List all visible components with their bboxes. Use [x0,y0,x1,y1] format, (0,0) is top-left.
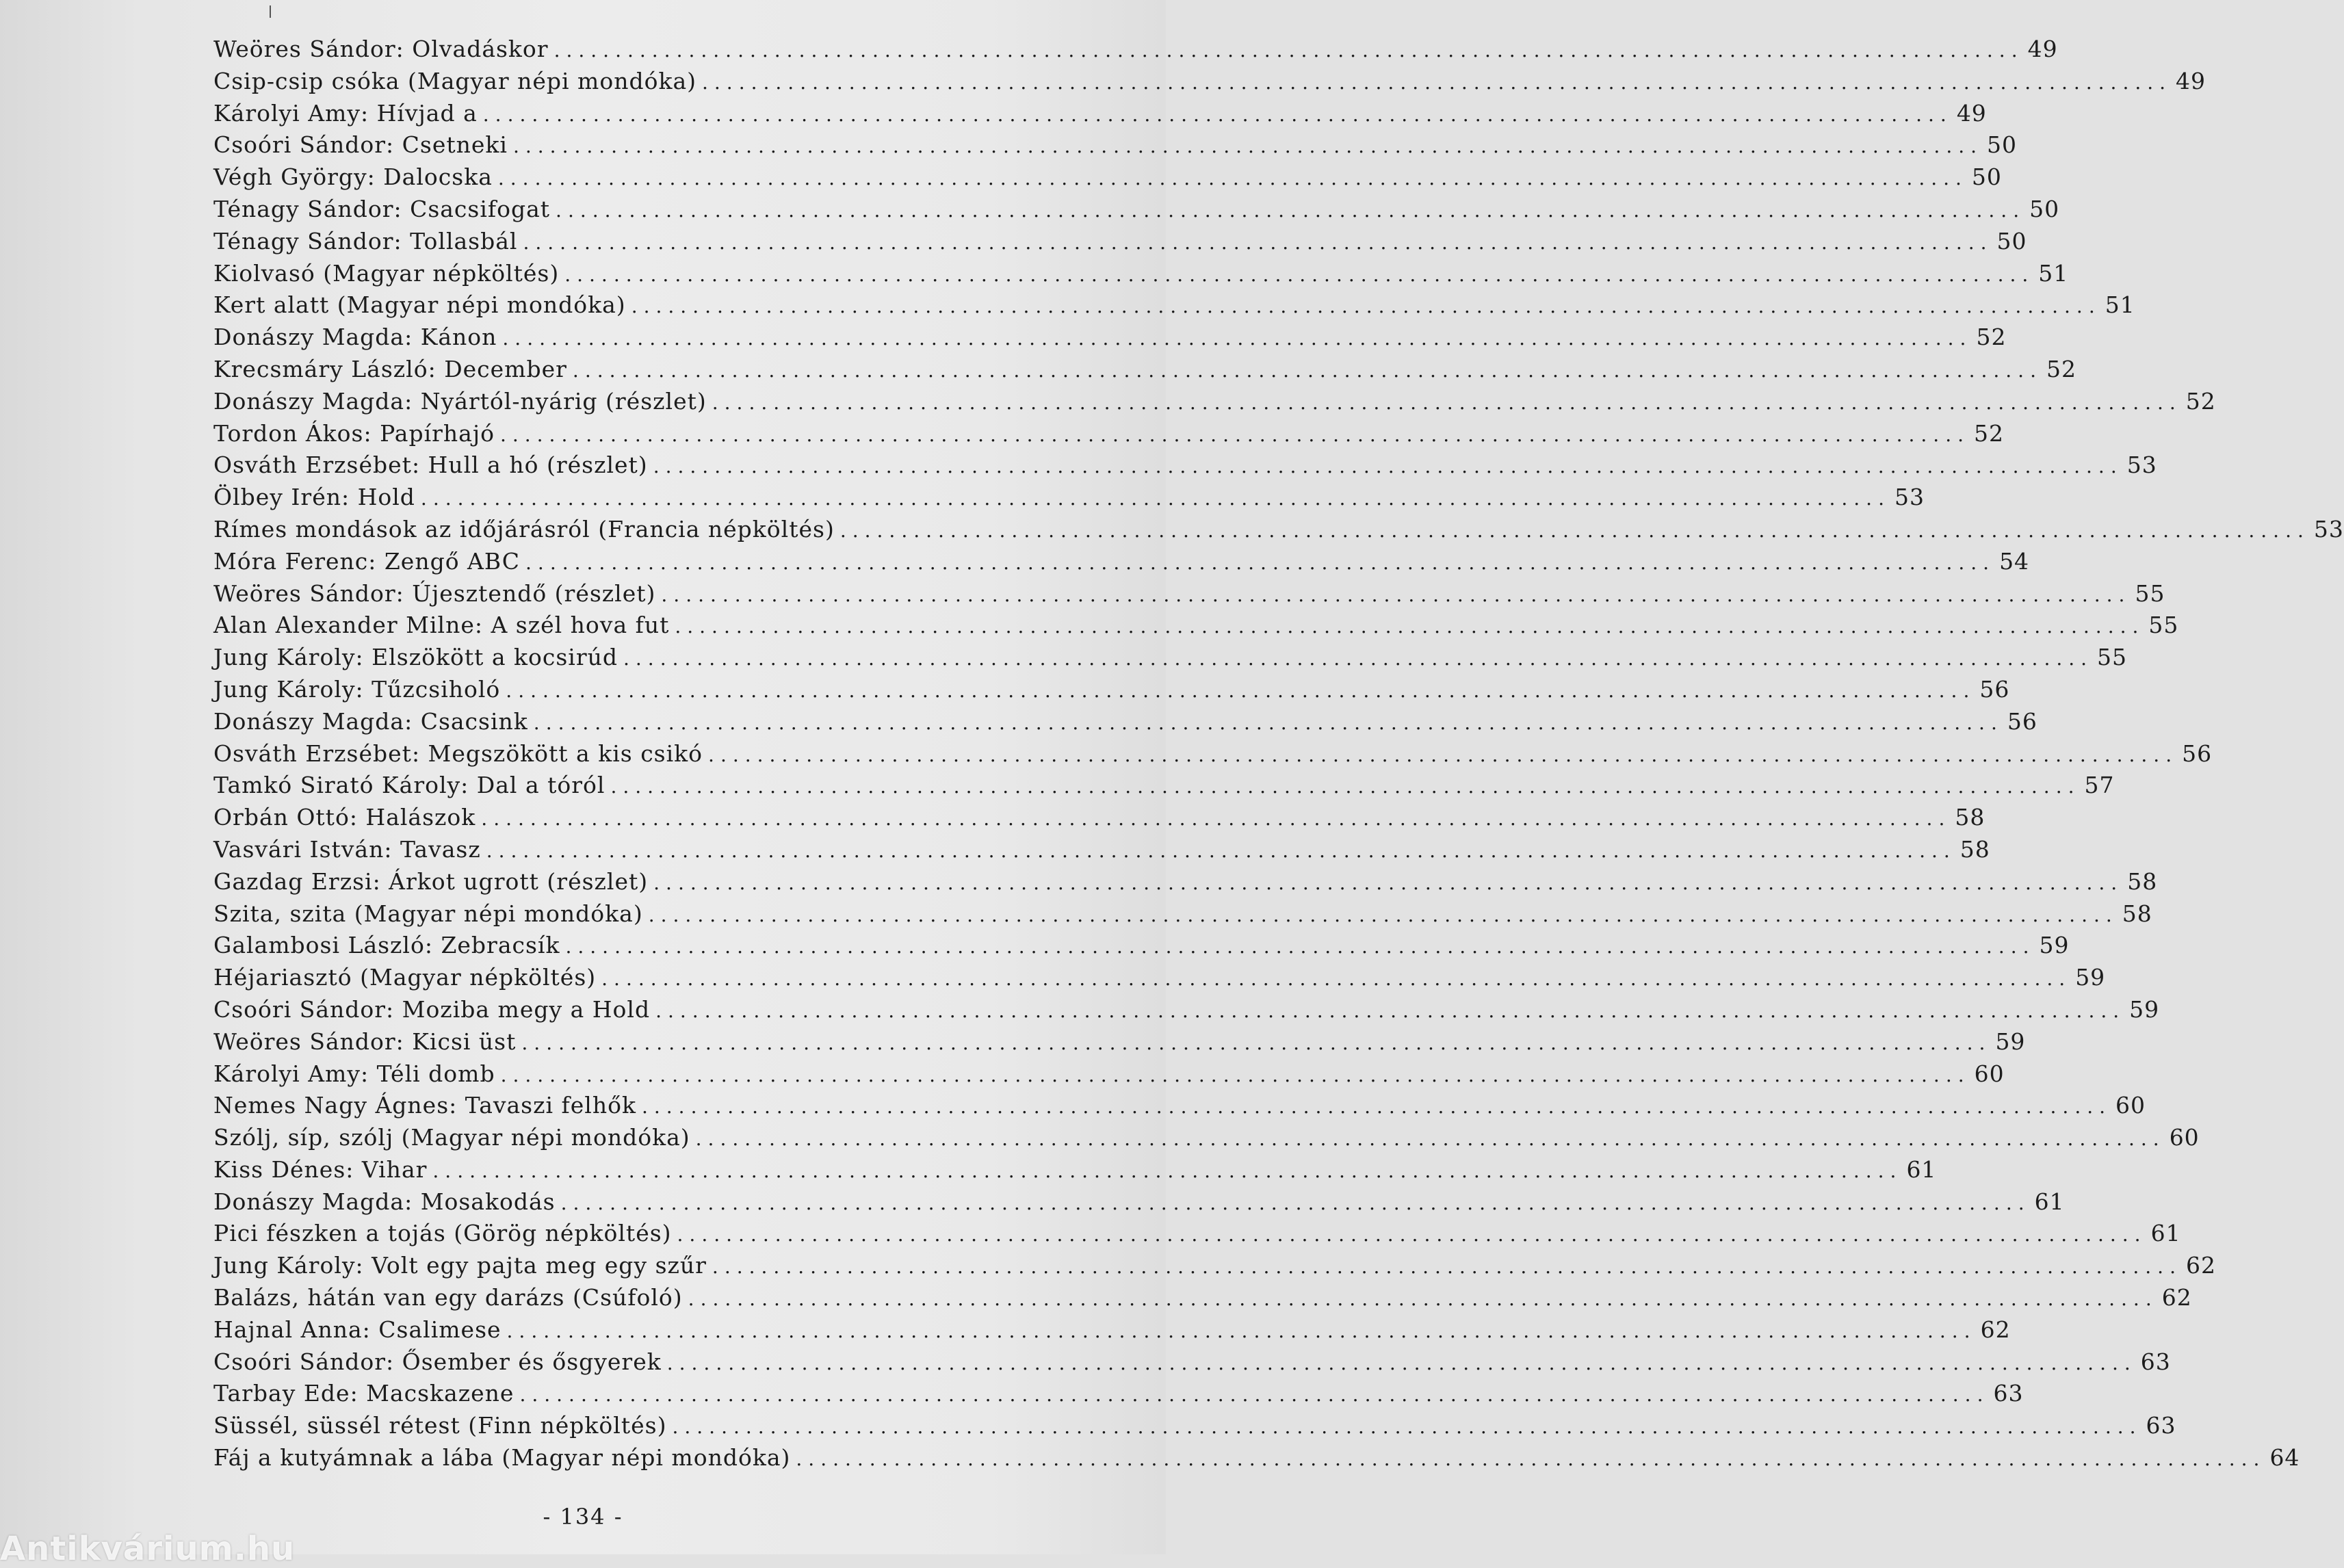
dot-leader: ........................................................................................................................ [506,679,1976,702]
dot-leader: ........................................................................................................................ [519,1383,1990,1407]
toc-entry [213,835,1990,868]
show-through-mark [177,612,218,644]
toc-entry [213,67,2206,100]
show-through-mark [177,1028,218,1060]
toc-entry-page: 52 [1976,324,2007,351]
toc-entry-title: Osváth Erzsébet: Megszökött a kis csikó [213,740,703,767]
toc-entry [213,1316,2011,1348]
show-through-mark [177,1124,218,1156]
dot-leader: ........................................................................................................................ [666,1351,2137,1374]
toc-entry-page: 49 [2027,36,2058,62]
toc-entry-title: Tordon Ákos: Papírhajó [213,419,495,447]
dot-leader: ........................................................................................................................ [432,1159,1903,1182]
toc-entry [213,1284,2192,1316]
dot-leader: ........................................................................................................................ [556,198,2026,222]
toc-entry [213,644,2128,676]
toc-entry-page: 54 [1999,547,2030,575]
dot-leader: ........................................................................................................................ [525,551,1996,574]
toc-entry [213,1155,1937,1188]
toc-entry [213,1412,2176,1444]
show-through-mark [177,580,218,612]
dot-leader: ........................................................................................................................ [641,1095,2112,1119]
toc-entry-page: 50 [1971,164,2002,191]
toc-entry-title: Ténagy Sándor: Csacsifogat [213,195,551,222]
toc-entry-title: Kert alatt (Magyar népi mondóka) [213,291,626,319]
toc-entry-title: Károlyi Amy: Hívjad a [213,99,478,127]
show-through-mark [177,1284,218,1316]
toc-entry-title: Csip-csip csóka (Magyar népi mondóka) [213,67,696,94]
toc-entry [213,291,2135,324]
toc-entry-title: Jung Károly: Volt egy pajta meg egy szűr [213,1252,707,1279]
show-through-mark [177,1220,218,1252]
toc-entry-page: 50 [2029,195,2060,222]
toc-entry-page: 52 [2185,387,2216,415]
show-through-mark [177,516,218,548]
dot-leader: ........................................................................................................................ [601,967,2072,991]
toc-entry-page: 51 [2038,259,2069,287]
toc-entry-page: 60 [2169,1124,2200,1151]
show-through-mark [177,676,218,708]
toc-entry-title: Osváth Erzsébet: Hull a hó (részlet) [213,452,648,479]
toc-entry [213,195,2060,228]
dot-leader: ........................................................................................................................ [523,231,1993,254]
show-through-mark [177,228,218,260]
toc-entry-title: Tarbay Ede: Macskazene [213,1380,515,1407]
toc-entry [213,36,2058,68]
toc-entry [213,932,2070,964]
toc-entry-title: Süssél, süssél rétest (Finn népköltés) [213,1412,667,1439]
toc-entry-title: Jung Károly: Tűzcsiholó [213,675,501,703]
toc-entry-page: 62 [2161,1284,2192,1311]
toc-entry [213,1060,2005,1093]
dot-leader: ........................................................................................................................ [482,103,1953,126]
stray-mark [270,5,271,18]
toc-entry-title: Orbán Ottó: Halászok [213,804,476,831]
show-through-mark [177,740,218,772]
toc-entry-page: 60 [2115,1092,2146,1119]
toc-entry-page: 52 [1974,419,2004,447]
dot-leader: ........................................................................................................................ [712,391,2182,414]
toc-entry [213,1380,2024,1412]
show-through-mark [177,484,218,516]
show-through-mark [177,836,218,868]
show-through-mark [177,1316,218,1348]
dot-leader: ........................................................................................................................ [506,1319,1977,1342]
toc-entry [213,867,2158,900]
toc-entry-page: 50 [1996,227,2027,254]
dot-leader: ........................................................................................................................ [533,711,2003,734]
toc-entry-page: 58 [1959,835,1990,863]
show-through-mark [177,291,218,324]
toc-entry-page: 59 [1995,1028,2026,1055]
toc-entry [213,1028,2026,1060]
toc-entry-title: Ténagy Sándor: Tollasbál [213,227,518,254]
dot-leader: ........................................................................................................................ [653,455,2123,478]
toc-entry-page: 49 [2176,67,2206,94]
toc-entry-page: 63 [2146,1412,2176,1439]
toc-entry-title: Hajnal Anna: Csalimese [213,1316,502,1343]
toc-entry-title: Galambosi László: Zebracsík [213,932,560,959]
toc-entry-page: 59 [2039,932,2070,959]
show-through-mark [177,420,218,452]
toc-entry-page: 63 [1993,1380,2024,1407]
dot-leader: ........................................................................................................................ [702,70,2172,94]
show-through-mark [177,644,218,676]
show-through-mark [177,548,218,580]
page-number: - 134 - [543,1504,623,1530]
dot-leader: ........................................................................................................................ [499,423,1970,446]
toc-entry-title: Jung Károly: Elszökött a kocsirúd [213,644,618,671]
toc-entry-title: Nemes Nagy Ágnes: Tavaszi felhők [213,1092,636,1119]
toc-entry-title: Rímes mondások az időjárásról (Francia népköltés) [213,515,835,543]
toc-entry-page: 58 [2122,900,2152,927]
show-through-mark [177,1060,218,1093]
toc-entry [213,612,2179,644]
toc-entry-title: Weöres Sándor: Újesztendő (részlet) [213,579,656,607]
show-through-mark [177,772,218,804]
show-through-mark [177,260,218,292]
toc-entry-page: 62 [1980,1316,2011,1343]
dot-leader: ........................................................................................................................ [672,1415,2142,1439]
toc-entry [213,387,2216,420]
toc-entry [213,99,1987,132]
toc-entry [213,995,2160,1028]
toc-entry-title: Ölbey Irén: Hold [213,484,415,511]
toc-entry-title: Krecsmáry László: December [213,355,567,382]
dot-leader: ........................................................................................................................ [623,647,2094,670]
toc-entry-title: Vasvári István: Tavasz [213,835,481,863]
toc-entry [213,419,2004,452]
show-through-mark [177,1188,218,1220]
show-through-mark [177,68,218,100]
dot-leader: ........................................................................................................................ [712,1255,2182,1279]
toc-entry-title: Szita, szita (Magyar népi mondóka) [213,900,643,927]
table-of-contents [213,36,2344,1476]
dot-leader: ........................................................................................................................ [572,358,2042,382]
toc-entry-title: Tamkó Sirató Károly: Dal a tóról [213,772,605,799]
dot-leader: ........................................................................................................................ [655,999,2126,1022]
toc-entry-title: Csoóri Sándor: Ősember és ősgyerek [213,1348,662,1375]
show-through-mark [177,1348,218,1381]
show-through-mark [177,100,218,132]
show-through-mark [177,708,218,740]
toc-entry-title: Weöres Sándor: Kicsi üst [213,1028,517,1055]
toc-entry-page: 61 [2034,1188,2065,1215]
show-through-mark [177,900,218,932]
dot-leader: ........................................................................................................................ [796,1448,2266,1471]
toc-entry-page: 53 [2313,515,2344,543]
show-through-mark [177,1412,218,1444]
toc-entry-title: Szólj, síp, szólj (Magyar népi mondóka) [213,1124,690,1151]
toc-entry-title: Pici fészken a tojás (Görög népköltés) [213,1220,672,1247]
toc-entry [213,1092,2146,1124]
dot-leader: ........................................................................................................................ [564,263,2035,286]
show-through-mark [177,196,218,228]
toc-entry-page: 64 [2269,1444,2300,1472]
toc-entry [213,1220,2181,1252]
dot-leader: ........................................................................................................................ [631,295,2101,318]
show-through-mark [177,1444,218,1476]
dot-leader: ........................................................................................................................ [565,935,2035,958]
dot-leader: ........................................................................................................................ [560,1191,2031,1214]
dot-leader: ........................................................................................................................ [486,839,1956,862]
show-through-mark [177,1092,218,1124]
toc-entry-title: Alan Alexander Milne: A szél hova fut [213,612,670,639]
toc-entry [213,1188,2065,1220]
toc-entry-page: 56 [2007,707,2037,735]
dot-leader: ........................................................................................................................ [675,615,2145,638]
toc-entry-page: 51 [2105,291,2135,319]
toc-entry-page: 60 [1974,1060,2005,1087]
show-through-mark [177,356,218,388]
dot-leader: ........................................................................................................................ [502,327,1972,350]
watermark-logo: Antikvárium.hu [0,1530,296,1568]
show-through-mark [177,131,218,164]
toc-entry-page: 56 [1979,675,2010,703]
toc-entry-title: Végh György: Dalocska [213,164,493,191]
toc-entry-title: Donászy Magda: Kánon [213,324,497,351]
toc-entry-page: 56 [2182,740,2213,767]
toc-entry-page: 55 [2148,612,2179,639]
toc-entry [213,1252,2216,1284]
toc-entry-page: 52 [2046,355,2076,382]
dot-leader: ........................................................................................................................ [661,583,2131,606]
toc-entry [213,547,2030,580]
show-through-mark [177,164,218,196]
toc-entry-page: 50 [1987,131,2018,159]
toc-entry [213,164,2002,196]
toc-entry [213,484,1925,516]
toc-entry [213,227,2027,260]
toc-entry-title: Héjariasztó (Magyar népköltés) [213,964,597,991]
dot-leader: ........................................................................................................................ [481,807,1951,831]
toc-entry-page: 53 [2126,452,2157,479]
toc-entry [213,707,2037,740]
show-through-mark [177,36,218,68]
toc-entry [213,740,2213,772]
toc-entry [213,131,2018,164]
dot-leader: ........................................................................................................................ [500,1063,1970,1086]
show-through-mark [177,452,218,484]
dot-leader: ........................................................................................................................ [653,871,2124,894]
toc-entry [213,324,2007,356]
dot-leader: ........................................................................................................................ [610,775,2081,798]
toc-entry-title: Donászy Magda: Csacsink [213,707,528,735]
show-through-mark [177,996,218,1028]
toc-entry-page: 53 [1894,484,1925,511]
toc-entry-page: 59 [2129,995,2160,1023]
toc-entry-page: 55 [2135,579,2165,607]
dot-leader: ........................................................................................................................ [695,1127,2165,1151]
dot-leader: ........................................................................................................................ [521,1031,1992,1054]
show-through-mark [177,388,218,420]
toc-entry-page: 63 [2140,1348,2171,1375]
toc-entry [213,900,2152,932]
dot-leader: ........................................................................................................................ [420,487,1890,510]
toc-entry-page: 59 [2075,964,2106,991]
toc-entry-page: 61 [1906,1155,1937,1183]
toc-entry-page: 49 [1956,99,1987,127]
toc-entry [213,1124,2200,1156]
show-through-mark [177,324,218,356]
toc-entry [213,259,2069,292]
toc-entry-title: Csoóri Sándor: Csetneki [213,131,508,159]
dot-leader: ........................................................................................................................ [497,167,1968,190]
toc-entry-title: Károlyi Amy: Téli domb [213,1060,495,1087]
show-through-mark [177,804,218,836]
dot-leader: ........................................................................................................................ [677,1223,2147,1246]
toc-entry [213,355,2076,388]
toc-entry-title: Kiolvasó (Magyar népköltés) [213,259,560,287]
dot-leader: ........................................................................................................................ [512,135,1983,158]
toc-entry [213,675,2010,708]
toc-entry [213,772,2115,804]
toc-entry-page: 57 [2084,772,2115,799]
toc-entry-title: Gazdag Erzsi: Árkot ugrott (részlet) [213,867,649,895]
dot-leader: ........................................................................................................................ [688,1288,2158,1311]
toc-entry-title: Balázs, hátán van egy darázs (Csúfoló) [213,1284,683,1311]
show-through-left-numbers [177,36,218,1476]
show-through-mark [177,964,218,996]
toc-entry [213,515,2344,548]
show-through-mark [177,868,218,900]
toc-entry [213,1444,2300,1476]
toc-entry-page: 58 [2127,867,2158,895]
dot-leader: ........................................................................................................................ [554,39,2024,62]
show-through-mark [177,1380,218,1412]
toc-entry-page: 58 [1955,804,1985,831]
toc-entry-title: Csoóri Sándor: Moziba megy a Hold [213,995,651,1023]
toc-entry-title: Weöres Sándor: Olvadáskor [213,36,549,62]
toc-entry-page: 55 [2097,644,2128,671]
toc-entry-title: Donászy Magda: Nyártól-nyárig (részlet) [213,387,707,415]
toc-entry-title: Kiss Dénes: Vihar [213,1155,428,1183]
toc-entry [213,964,2106,996]
toc-entry [213,579,2165,612]
dot-leader: ........................................................................................................................ [839,519,2310,542]
toc-entry [213,804,1985,836]
toc-entry-title: Fáj a kutyámnak a lába (Magyar népi mondóka) [213,1444,791,1472]
show-through-mark [177,1156,218,1188]
dot-leader: ........................................................................................................................ [648,903,2118,926]
dot-leader: ........................................................................................................................ [708,743,2178,766]
toc-entry-title: Donászy Magda: Mosakodás [213,1188,556,1215]
toc-entry [213,1348,2171,1381]
toc-entry-page: 62 [2185,1252,2216,1279]
toc-entry [213,452,2157,484]
show-through-mark [177,932,218,964]
toc-entry-page: 61 [2150,1220,2181,1247]
show-through-mark [177,1252,218,1284]
toc-entry-title: Móra Ferenc: Zengő ABC [213,547,521,575]
